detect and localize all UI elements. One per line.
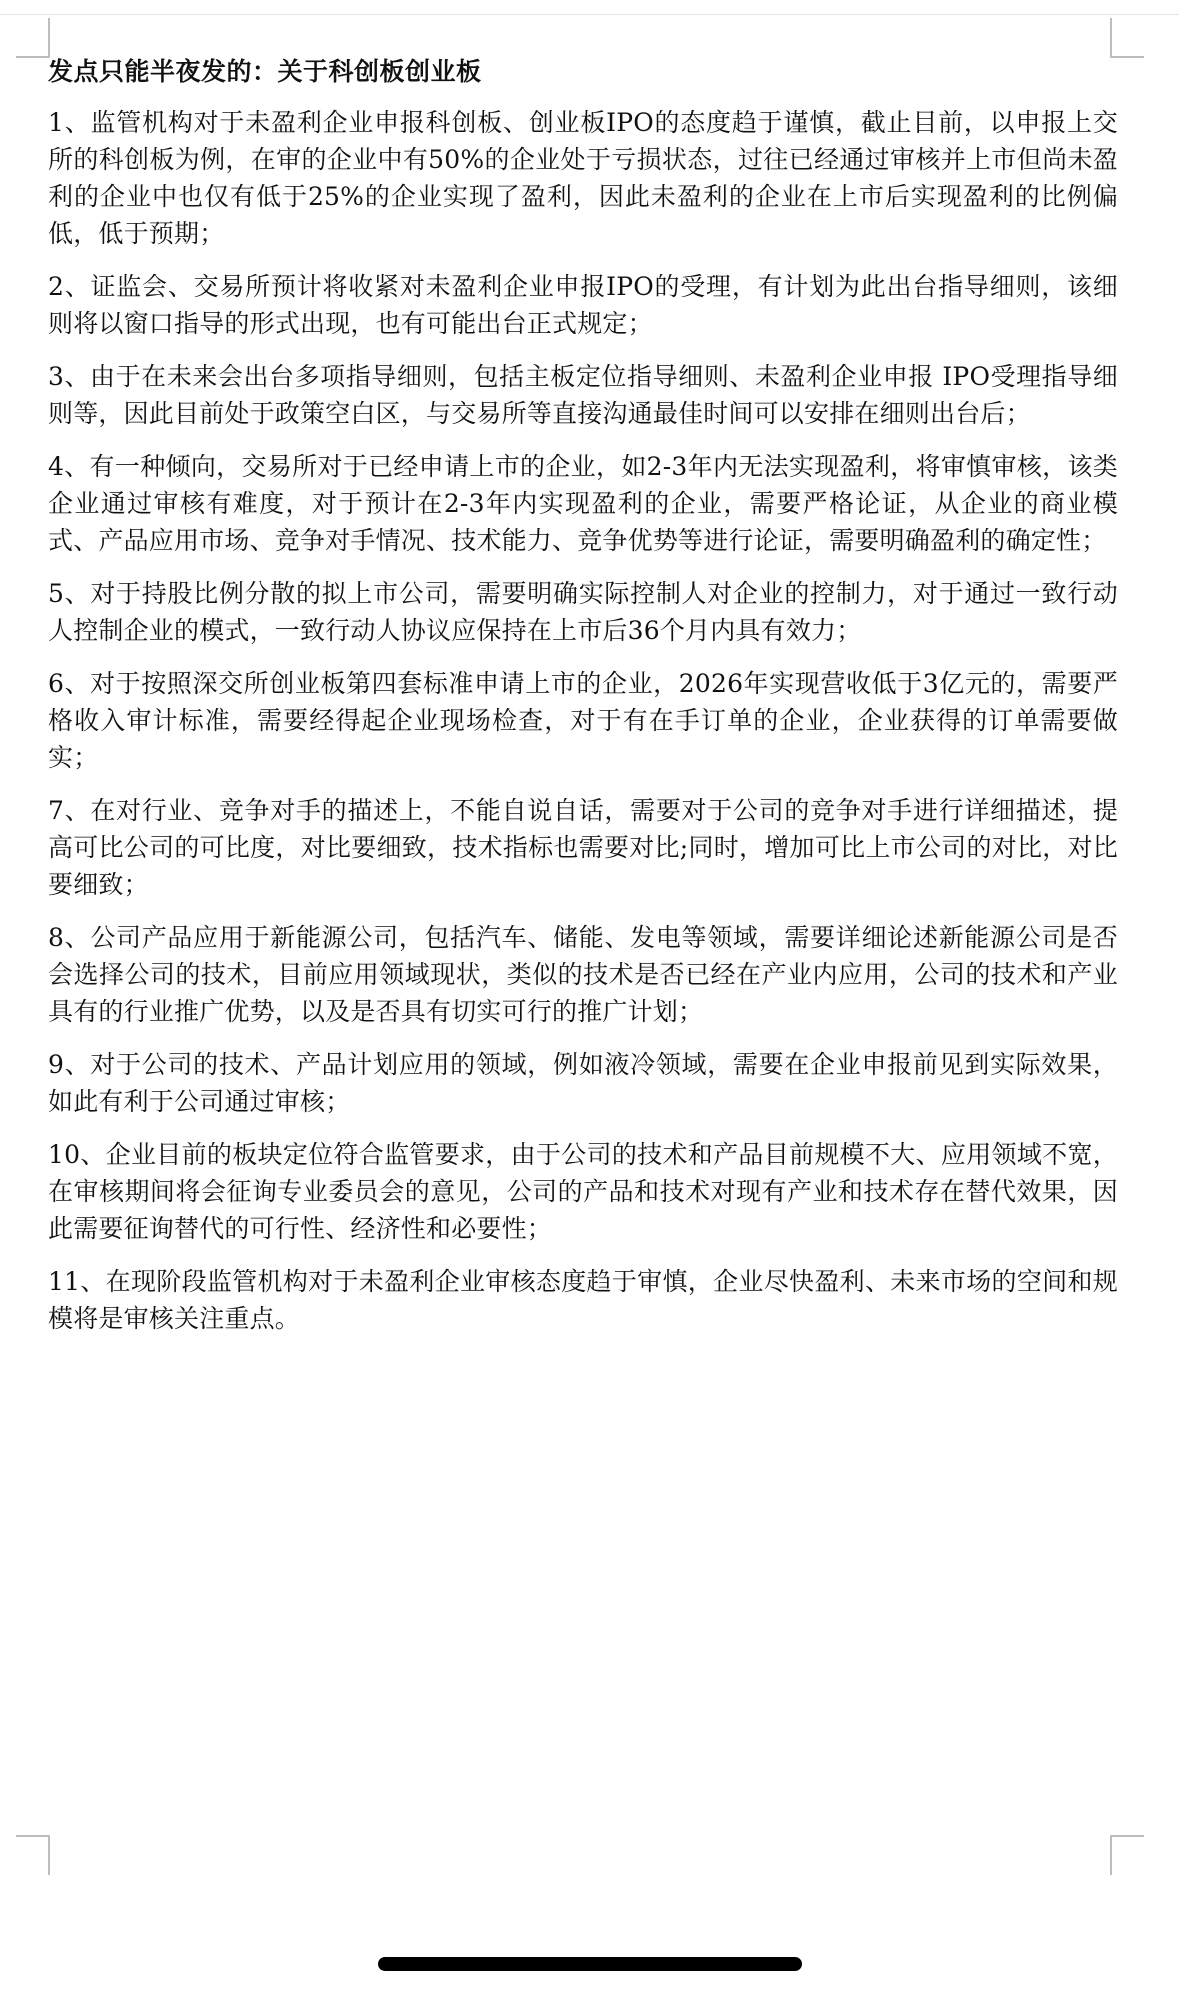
paragraph-3: 3、由于在未来会出台多项指导细则，包括主板定位指导细则、未盈利企业申报 IPO受理指导细则等，因此目前处于政策空白区，与交易所等直接沟通最佳时间可以安排在细则出台后；	[48, 362, 1118, 428]
paragraph-4: 4、有一种倾向，交易所对于已经申请上市的企业，如2-3年内无法实现盈利，将审慎审核，该类企业通过审核有难度，对于预计在2-3年内实现盈利的企业，需要严格论证，从企业的商业模式、产品应用市场、竞争对手情况、技术能力、竞争优势等进行论证，需要明确盈利的确定性；	[48, 452, 1118, 555]
paragraph-5: 5、对于持股比例分散的拟上市公司，需要明确实际控制人对企业的控制力，对于通过一致行动人控制企业的模式，一致行动人协议应保持在上市后36个月内具有效力；	[48, 579, 1118, 645]
paragraph-8: 8、公司产品应用于新能源公司，包括汽车、储能、发电等领域，需要详细论述新能源公司是否会选择公司的技术，目前应用领域现状，类似的技术是否已经在产业内应用，公司的技术和产业具有的行业推广优势，以及是否具有切实可行的推广计划；	[48, 923, 1118, 1026]
paragraph-10: 10、企业目前的板块定位符合监管要求，由于公司的技术和产品目前规模不大、应用领域不宽，在审核期间将会征询专业委员会的意见，公司的产品和技术对现有产业和技术存在替代效果，因此需要征询替代的可行性、经济性和必要性；	[48, 1140, 1118, 1243]
paragraph-6: 6、对于按照深交所创业板第四套标准申请上市的企业，2026年实现营收低于3亿元的，需要严格收入审计标准，需要经得起企业现场检查，对于有在手订单的企业，企业获得的订单需要做实；	[48, 669, 1118, 772]
paragraph-1: 1、监管机构对于未盈利企业申报科创板、创业板IPO的态度趋于谨慎，截止目前，以申报上交所的科创板为例，在审的企业中有50%的企业处于亏损状态，过往已经通过审核并上市但尚未盈利的企业中也仅有低于25%的企业实现了盈利，因此未盈利的企业在上市后实现盈利的比例偏低，低于预期；	[48, 108, 1118, 248]
home-indicator-bar[interactable]	[378, 1957, 802, 1971]
page-top-divider	[0, 14, 1179, 15]
paragraph-2: 2、证监会、交易所预计将收紧对未盈利企业申报IPO的受理，有计划为此出台指导细则，该细则将以窗口指导的形式出现，也有可能出台正式规定；	[48, 272, 1118, 338]
crop-mark-top-left	[16, 18, 50, 58]
paragraph-9: 9、对于公司的技术、产品计划应用的领域，例如液冷领域，需要在企业申报前见到实际效果，如此有利于公司通过审核；	[48, 1050, 1118, 1116]
crop-mark-bottom-left	[16, 1835, 50, 1875]
document-title: 发点只能半夜发的：关于科创板创业板	[48, 57, 482, 86]
crop-mark-bottom-right	[1110, 1835, 1144, 1875]
paragraph-7: 7、在对行业、竞争对手的描述上，不能自说自话，需要对于公司的竞争对手进行详细描述，提高可比公司的可比度，对比要细致，技术指标也需要对比;同时，增加可比上市公司的对比，对比要细致；	[48, 796, 1118, 899]
document-page	[48, 50, 1118, 1353]
paragraph-11: 11、在现阶段监管机构对于未盈利企业审核态度趋于审慎，企业尽快盈利、未来市场的空间和规模将是审核关注重点。	[48, 1267, 1118, 1333]
